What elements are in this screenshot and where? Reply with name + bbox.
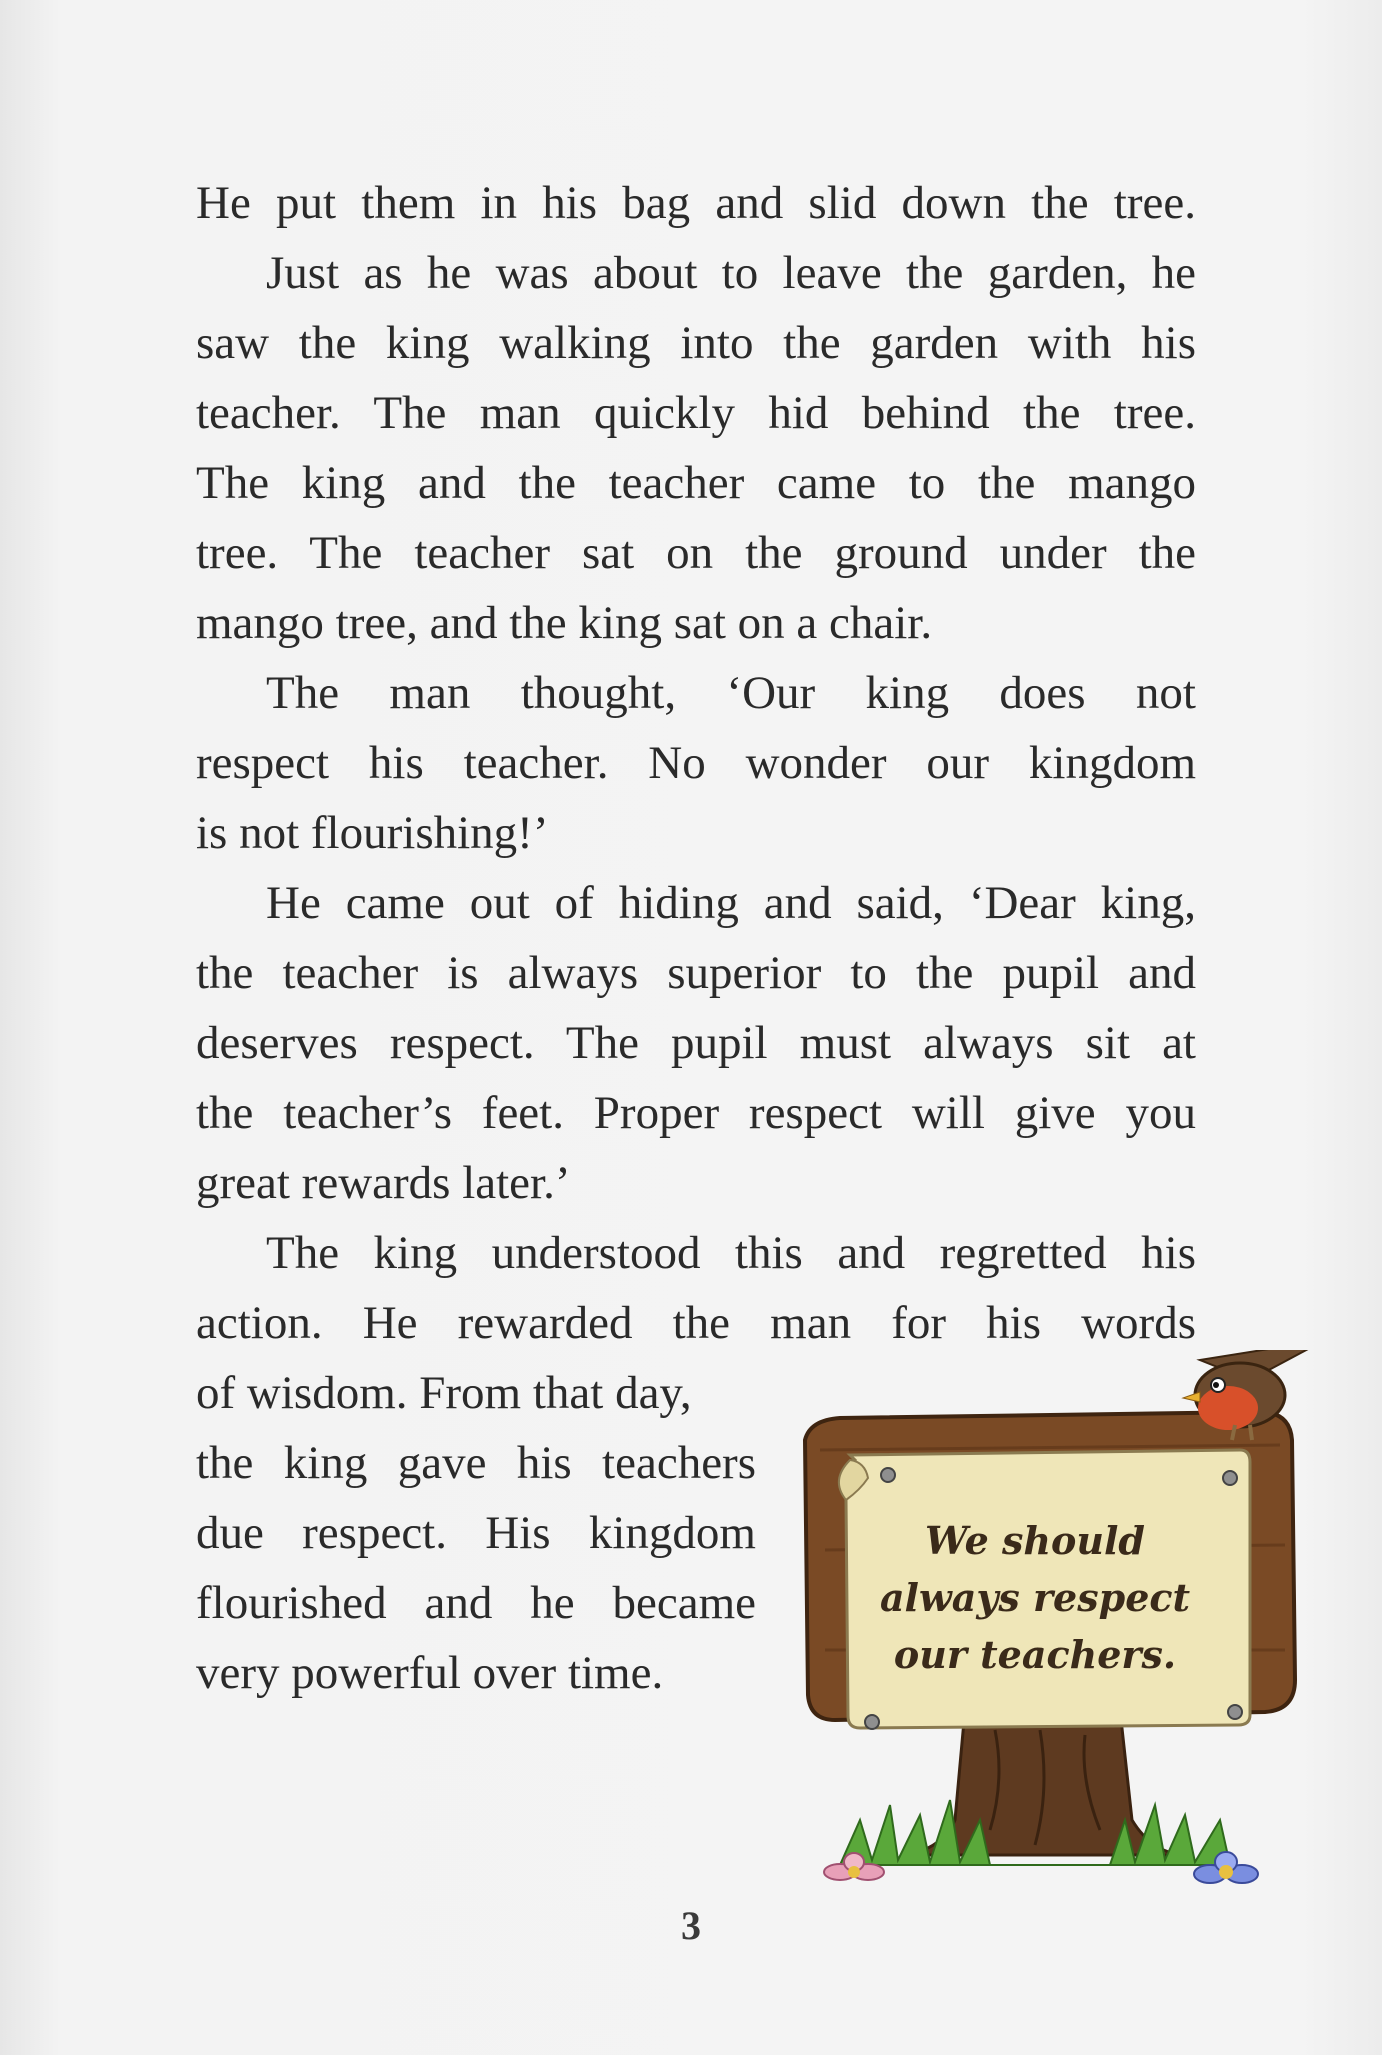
rivet-icon bbox=[865, 1715, 879, 1729]
text-line: the teacher’s feet. Proper respect will give you bbox=[196, 1087, 1196, 1139]
text-line: respect his teacher. No wonder our kingdom bbox=[196, 737, 1196, 789]
text-line: saw the king walking into the garden with his bbox=[196, 317, 1196, 369]
text-line: deserves respect. The pupil must always sit at bbox=[196, 1017, 1196, 1069]
text-line: tree. The teacher sat on the ground under the bbox=[196, 527, 1196, 579]
text-line: action. He rewarded the man for his words bbox=[196, 1297, 1196, 1349]
rivet-icon bbox=[1228, 1705, 1242, 1719]
text-line: is not flourishing!’ bbox=[196, 807, 549, 859]
text-line: He came out of hiding and said, ‘Dear king, bbox=[266, 877, 1196, 929]
moral-line: always respect bbox=[879, 1575, 1191, 1620]
text-line: very powerful over time. bbox=[196, 1647, 664, 1699]
text-line: flourished and he became bbox=[196, 1577, 756, 1629]
rivet-icon bbox=[881, 1468, 895, 1482]
text-line: He put them in his bag and slid down the tree. bbox=[196, 177, 1196, 229]
text-line: the king gave his teachers bbox=[196, 1437, 756, 1489]
page-number: 3 bbox=[681, 1903, 701, 1948]
text-line: The king and the teacher came to the mango bbox=[196, 457, 1196, 509]
moral-signboard bbox=[780, 1350, 1320, 1910]
text-line: great rewards later.’ bbox=[196, 1157, 571, 1209]
text-line: The king understood this and regretted his bbox=[266, 1227, 1196, 1279]
moral-text bbox=[870, 1512, 1200, 1683]
moral-line: our teachers. bbox=[893, 1632, 1177, 1677]
text-line: the teacher is always superior to the pupil and bbox=[196, 947, 1196, 999]
text-line: Just as he was about to leave the garden, he bbox=[266, 247, 1196, 299]
text-line: mango tree, and the king sat on a chair. bbox=[196, 597, 933, 649]
moral-line: We should bbox=[925, 1518, 1145, 1563]
text-line: teacher. The man quickly hid behind the tree. bbox=[196, 387, 1196, 439]
text-line: of wisdom. From that day, bbox=[196, 1367, 692, 1419]
text-line: The man thought, ‘Our king does not bbox=[266, 667, 1196, 719]
rivet-icon bbox=[1223, 1471, 1237, 1485]
text-line: due respect. His kingdom bbox=[196, 1507, 756, 1559]
